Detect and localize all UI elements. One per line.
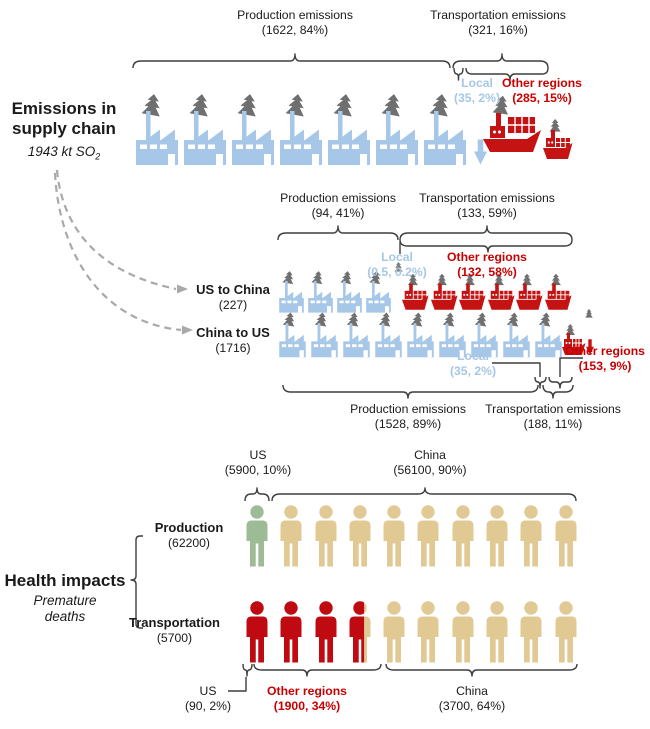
health-impacts-title: Health impacts <box>4 571 126 590</box>
production-emissions-cn2us-label: Production emissions (1528, 89%) <box>350 402 466 431</box>
person-icon <box>482 600 512 664</box>
arrow-us-to-china <box>57 170 176 289</box>
person-icon <box>551 600 581 664</box>
tiny-wisp-icon <box>584 309 594 318</box>
factory-icon <box>278 93 324 165</box>
bracket-production-us2cn <box>278 226 398 240</box>
cargo-ship-icon <box>482 96 542 164</box>
person-icon <box>276 504 306 568</box>
arrow-china-to-us <box>55 173 181 330</box>
factory-icon <box>134 93 180 165</box>
china-production-label: China (56100, 90%) <box>393 448 467 477</box>
person-icon <box>345 504 375 568</box>
us-transportation-label: US (90, 2%) <box>184 684 232 713</box>
person-icon <box>551 504 581 568</box>
person-icon <box>311 504 341 568</box>
person-icon <box>448 504 478 568</box>
person-icon <box>516 600 546 664</box>
factory-icon <box>326 93 372 165</box>
other-regions-total-label: Other regions (285, 15%) <box>502 76 582 105</box>
person-icon <box>448 600 478 664</box>
person-icon <box>379 504 409 568</box>
factory-icon <box>342 311 371 358</box>
person-icon <box>413 504 443 568</box>
supply-chain-subtitle: 1943 kt $SO_2$ <box>27 144 101 162</box>
bracket-production-total <box>133 54 450 68</box>
people-row-transportation <box>242 600 581 664</box>
bracket-other-transportation <box>254 664 381 676</box>
person-icon <box>345 600 375 664</box>
local-cn2us-label: Local (35, 2%) <box>449 349 497 378</box>
factory-icon <box>374 93 420 165</box>
bracket-china-production <box>272 488 576 501</box>
transportation-emissions-total-label: Transportation emissions (321, 16%) <box>430 8 566 37</box>
person-icon <box>276 600 306 664</box>
other-regions-transportation-label: Other regions (1900, 34%) <box>267 684 347 713</box>
factory-icon <box>307 268 334 315</box>
person-icon <box>379 600 409 664</box>
production-row-label: Production (62200) <box>154 520 224 550</box>
bracket-local-cn2us <box>535 377 546 388</box>
us-production-label: US (5900, 10%) <box>224 448 292 477</box>
bracket-us-transportation <box>243 664 252 676</box>
transportation-row-label: Transportation (5700) <box>128 615 220 645</box>
bracket-transportation-cn2us <box>543 385 573 398</box>
other-regions-cn2us-label: Other regions (153, 9%) <box>565 344 645 373</box>
production-emissions-total-label: Production emissions (1622, 84%) <box>237 8 353 37</box>
factory-icon <box>310 311 339 358</box>
bracket-other-cn2us <box>549 377 572 388</box>
factory-icon <box>230 93 276 165</box>
china-transportation-label: China (3700, 64%) <box>438 684 506 713</box>
us-to-china-row-label: US to China (227) <box>196 282 270 312</box>
person-icon <box>516 504 546 568</box>
bracket-china-transportation <box>386 664 577 676</box>
bracket-transportation-total <box>453 54 548 68</box>
bracket-us-production <box>245 488 269 501</box>
local-total-label: Local (35, 2%) <box>453 76 501 105</box>
factory-icon <box>374 311 403 358</box>
china-to-us-row-label: China to US (1716) <box>196 325 270 355</box>
transportation-emissions-cn2us-label: Transportation emissions (188, 11%) <box>485 402 621 431</box>
transportation-emissions-us2cn-label: Transportation emissions (133, 59%) <box>419 191 555 220</box>
bracket-production-cn2us <box>283 385 538 398</box>
person-icon <box>413 600 443 664</box>
person-icon <box>482 504 512 568</box>
factory-row-total <box>134 93 468 165</box>
person-icon <box>311 600 341 664</box>
ship-icon <box>545 272 572 315</box>
factory-icon <box>182 93 228 165</box>
other-regions-us2cn-label: Other regions (132, 58%) <box>447 250 527 279</box>
bracket-transportation-us2cn <box>400 226 572 240</box>
production-emissions-us2cn-label: Production emissions (94, 41%) <box>280 191 396 220</box>
people-row-production <box>242 504 581 568</box>
local-us2cn-label: Local (0.5, 0.2%) <box>367 250 427 279</box>
small-ship-icon <box>543 119 573 163</box>
supply-chain-title: Emissions in supply chain <box>11 99 117 138</box>
health-impacts-subtitle: Premature deaths <box>33 593 97 624</box>
